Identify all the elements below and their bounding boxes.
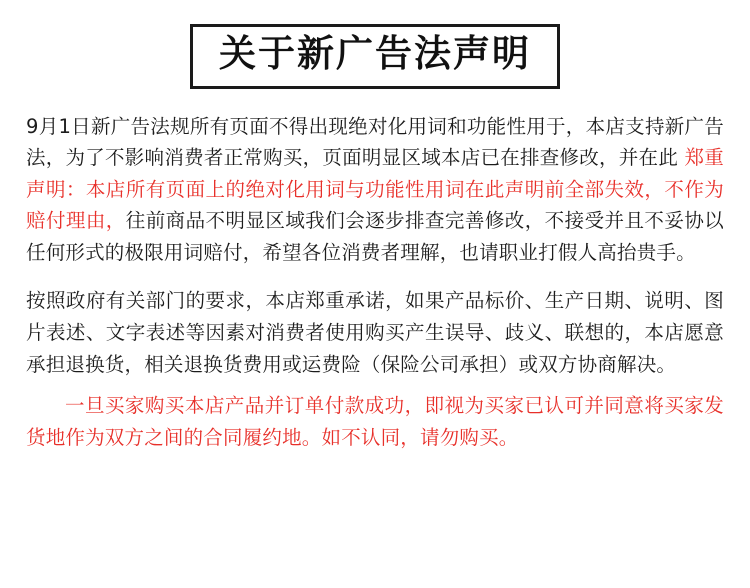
paragraph-statement-2: 按照政府有关部门的要求，本店郑重承诺，如果产品标价、生产日期、说明、图片表述、文字表述等因素对消费者使用购买产生误导、歧义、联想的，本店愿意承担退换货，相关退换货费用或运费险（保险公司承担）或双方协商解决。: [26, 289, 724, 376]
title-container: [26, 24, 724, 89]
paragraph-statement-3-red: 一旦买家购买本店产品并订单付款成功，即视为买家已认可并同意将买家发货地作为双方之间的合同履约地。如不认同，请勿购买。: [26, 394, 724, 449]
paragraph-statement-1: [26, 111, 724, 269]
paragraph-1-text-black-first: 9月1日新广告法规所有页面不得出现绝对化用词和功能性用于，本店支持新广告法，为了不影响消费者正常购买，页面明显区域本店已在排查修改，并在此: [26, 114, 724, 170]
paragraph-1-text-red: 郑重声明：本店所有页面上的绝对化用词与功能性用词在此声明前全部失效，不作为赔付理由，: [26, 146, 725, 233]
page-title: 关于新广告法声明: [190, 24, 560, 89]
paragraph-1-text-black-second: 往前商品不明显区域我们会逐步排查完善修改，不接受并且不妥协以任何形式的极限用词赔付，希望各位消费者理解，也请职业打假人高抬贵手。: [26, 209, 724, 264]
